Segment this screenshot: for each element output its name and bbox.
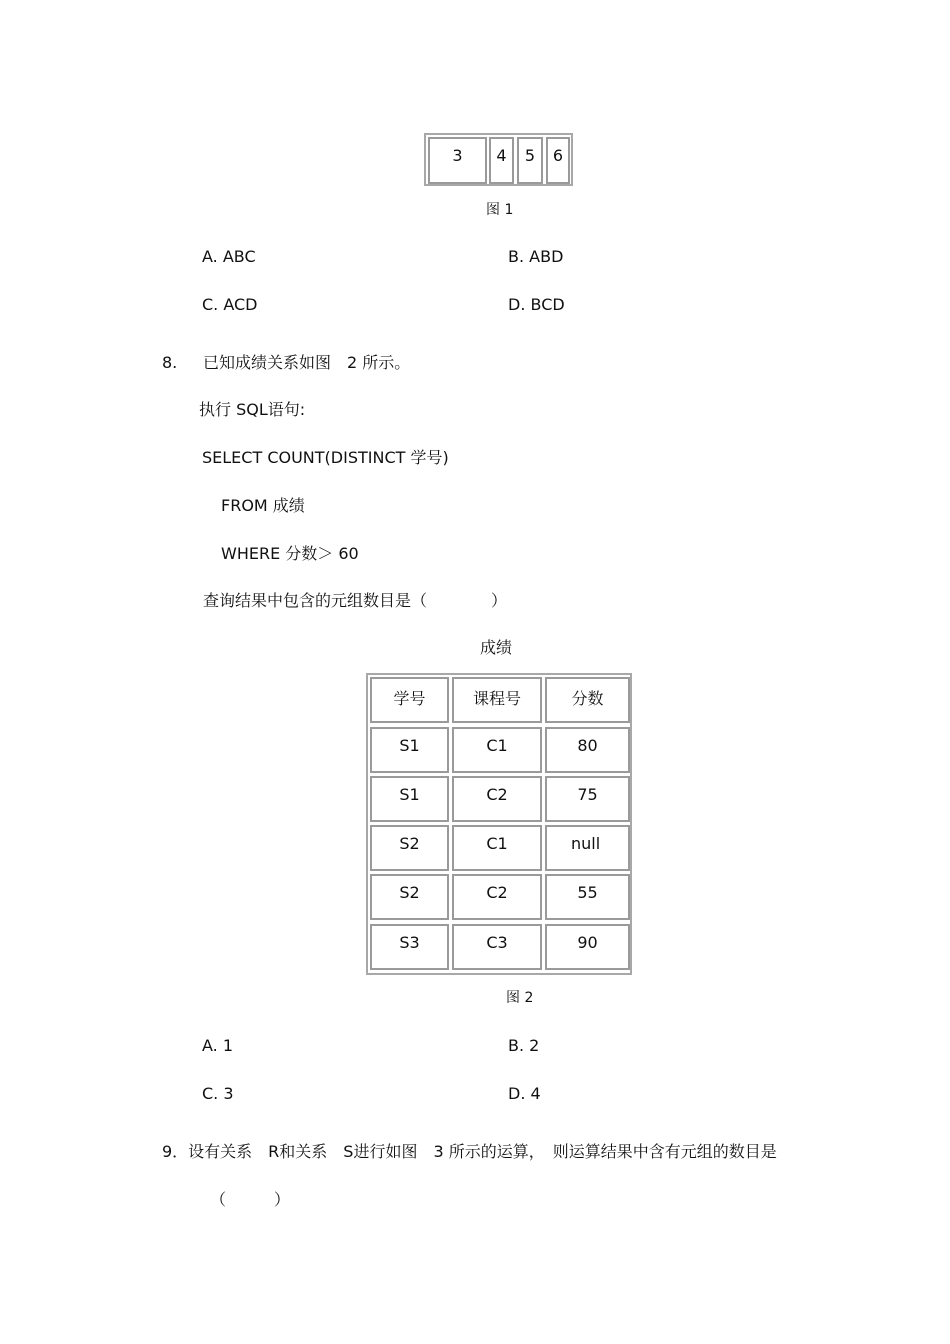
table-cell: 75 [545,776,630,822]
q9-answer-blank: （ ） [210,1190,291,1209]
table-cell: C2 [452,874,542,920]
table-cell: S1 [370,727,449,773]
figure-1-caption: 图 1 [486,202,514,218]
table-cell: 55 [545,874,630,920]
table-cell: null [545,825,630,871]
table-cell: S1 [370,776,449,822]
table-header-cell: 学号 [370,677,449,723]
table-cell: C1 [452,727,542,773]
q8-sql-where: WHERE 分数＞ 60 [221,544,359,563]
figure-1-box [424,133,573,186]
q8-number: 8. [162,353,178,372]
table-header-cell: 分数 [545,677,630,723]
table-cell: S2 [370,874,449,920]
table-cell: 90 [545,924,630,970]
q8-sql-from: FROM 成绩 [221,496,305,515]
q7-option-a: A. ABC [202,247,256,266]
figure-1-cell: 4 [489,137,514,184]
q8-option-c: C. 3 [202,1084,234,1103]
figure-1-cell: 3 [428,137,487,184]
table-cell: C3 [452,924,542,970]
q7-option-d: D. BCD [508,295,565,314]
q8-option-d: D. 4 [508,1084,541,1103]
table-cell: S2 [370,825,449,871]
figure-1-cell: 5 [517,137,543,184]
q9-stem: 9．设有关系 R和关系 S进行如图 3 所示的运算， 则运算结果中含有元组的数目是 [162,1142,777,1161]
q8-sql-intro: 执行 SQL语句: [199,400,306,419]
q8-question: 查询结果中包含的元组数目是（ ） [203,591,508,610]
q8-option-b: B. 2 [508,1036,540,1055]
table-cell: 80 [545,727,630,773]
table-header-cell: 课程号 [452,677,542,723]
table-cell: C2 [452,776,542,822]
q8-sql-select: SELECT COUNT(DISTINCT 学号) [202,448,449,467]
q7-option-b: B. ABD [508,247,564,266]
q7-option-c: C. ACD [202,295,258,314]
grade-table [366,673,632,975]
figure-1-cell: 6 [546,137,570,184]
q8-stem: 已知成绩关系如图 2 所示。 [203,353,411,372]
q8-option-a: A. 1 [202,1036,234,1055]
table-cell: C1 [452,825,542,871]
table-cell: S3 [370,924,449,970]
figure-2-caption: 图 2 [506,990,534,1006]
grade-table-title: 成绩 [480,638,513,657]
